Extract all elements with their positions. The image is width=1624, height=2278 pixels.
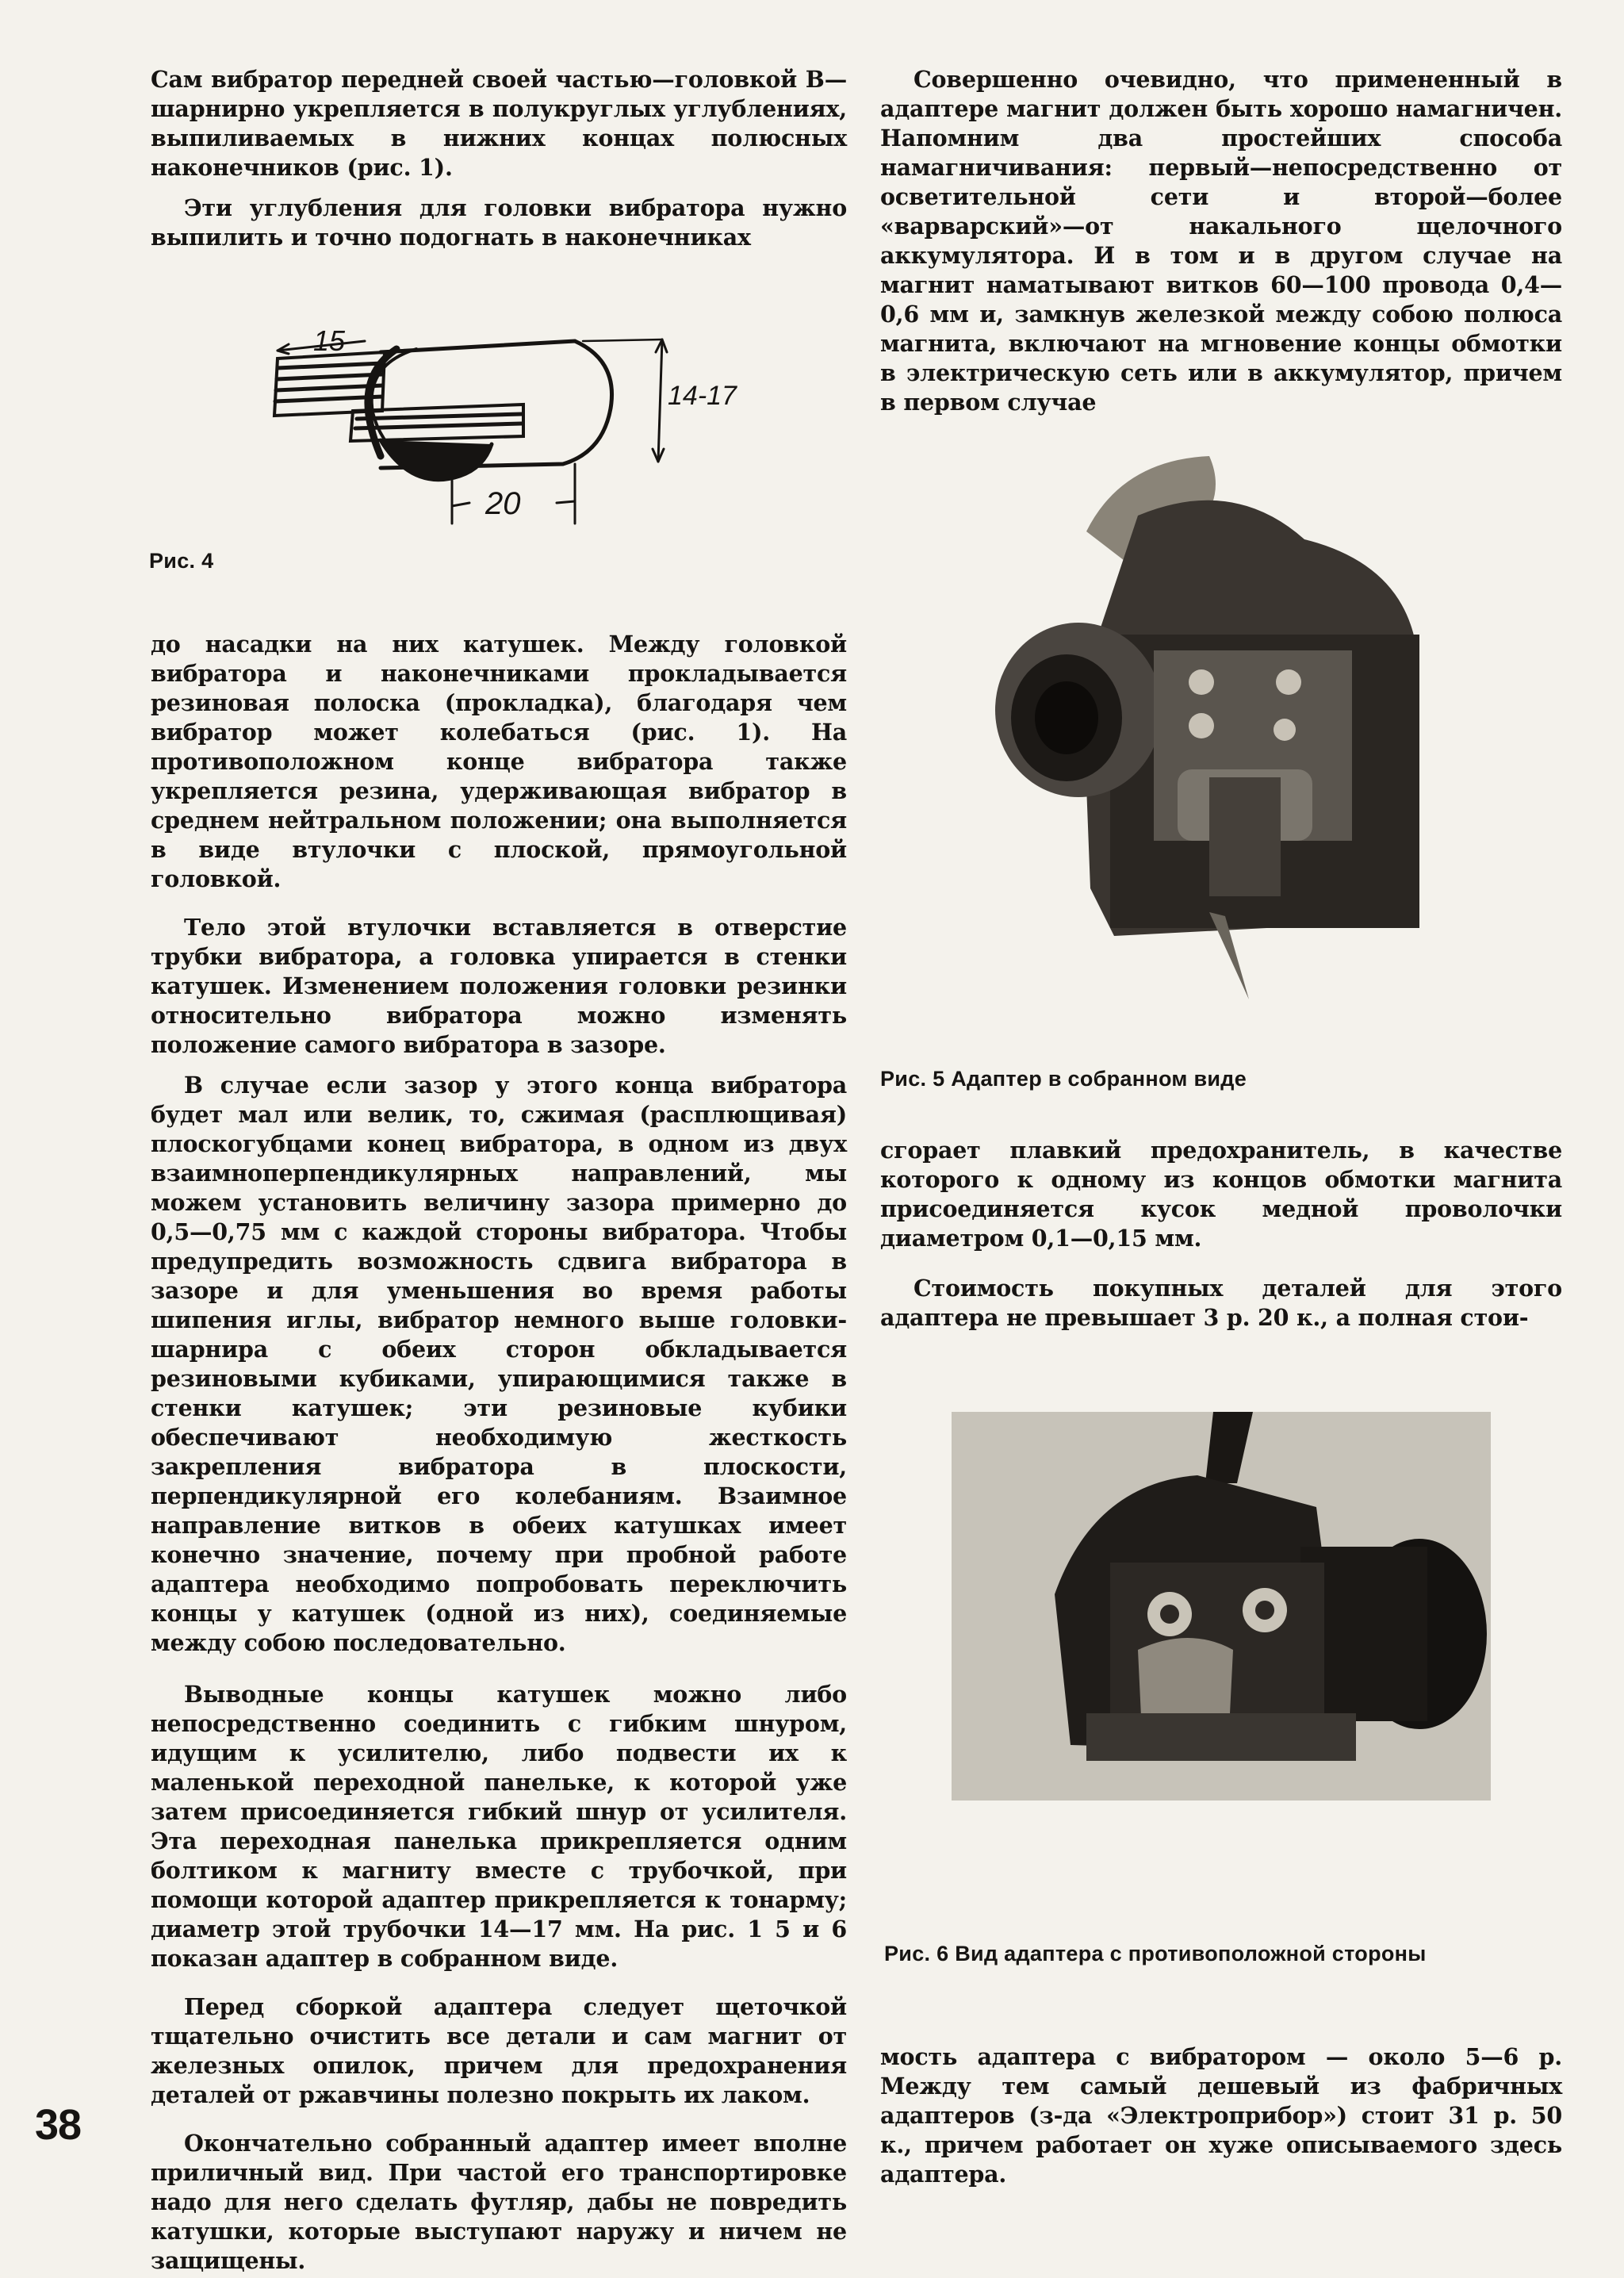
dimension-length: 15 [313, 324, 346, 357]
paragraph: Перед сборкой адаптера следует щеточкой тщательно очистить все детали и сам магнит от железных опилок, причем для предохранения деталей от ржавчины полезно покрыть их лаком. [151, 1993, 847, 2108]
figure-6-caption: Рис. 6 Вид адаптера с противоположной стороны [884, 1942, 1427, 1965]
figure-5-photo [971, 444, 1526, 1015]
page-number: 38 [35, 2101, 82, 2149]
paragraph: до насадки на них катушек. Между головкой вибратора и наконечниками прокладывается резиновая полоска (прокладка), благодаря чем вибратор может колебаться (рис. 1). На противоположном конце вибратора также укрепляется резина, удерживающая вибратор в среднем нейтральном положении; она выполняется в виде втулочки с плоской, прямоугольной головкой. [151, 631, 847, 892]
left-column-continued [151, 630, 847, 2276]
paragraph: Окончательно собранный адаптер имеет вполне приличный вид. При частой его транспортировке надо для него сделать футляр, дабы не повредить катушки, которые выступают наружу и ничем не защищены. [151, 2130, 847, 2274]
paragraph: Совершенно очевидно, что примененный в адаптере магнит должен быть хорошо намагничен. Напомним два простейших способа намагничивания: первый—непосредственно от осветительной сети и второй—более «варварский»—от накального щелочного аккумулятора. И в том и в другом случае на магнит наматывают витков 60—100 провода 0,4—0,6 мм и, замкнув железкой между собою полюса магнита, включают на мгновение концы обмотки в электрическую сеть или в аккумулятор, причем в первом случае [880, 66, 1562, 416]
dimension-height: 14-17 [668, 381, 737, 411]
figure-5-caption: Рис. 5 Адаптер в собранном виде [880, 1067, 1247, 1091]
paragraph: сгорает плавкий предохранитель, в качестве которого к одному из концов обмотки магнита присоединяется кусок медной проволочки диаметром 0,1—0,15 мм. [880, 1137, 1562, 1252]
figure-4-caption: Рис. 4 [149, 549, 214, 573]
figure-6-photo [952, 1412, 1491, 1801]
paragraph: мость адаптера с вибратором — около 5—6 р. Между тем самый дешевый из фабричных адаптеров (з-да «Электроприбор») стоит 31 р. 50 к., причем работает он хуже описываемого здесь адаптера. [880, 2043, 1562, 2188]
dimension-width: 20 [485, 486, 521, 521]
paragraph: Выводные концы катушек можно либо непосредственно соединить с гибким шнуром, идущим к усилителю, либо подвести их к маленькой переходной панельке, к которой уже затем присоединяется гибкий шнур от усилителя. Эта переходная панелька прикрепляется одним болтиком к магниту вместе с трубочкой, при помощи которой адаптер прикрепляется к тонарму; диаметр этой трубочки 14—17 мм. На рис. 1 5 и 6 показан адаптер в собранном виде. [151, 1681, 847, 1972]
paragraph: Тело этой втулочки вставляется в отверстие трубки вибратора, а головка упирается в стенки катушек. Изменением положения головки резинки относительно вибратора можно изменять положение самого вибратора в зазоре. [151, 914, 847, 1058]
paragraph: В случае если зазор у этого конца вибратора будет мал или велик, то, сжимая (расплющивая) плоскогубцами конец вибратора, в одном из двух взаимноперпендикулярных направлений, мы можем установить величину зазора примерно до 0,5—0,75 мм с каждой стороны вибратора. Чтобы предупредить возможность сдвига вибратора в зазоре и для уменьшения во время работы шипения иглы, вибратор немного выше головки-шарнира с обеих сторон обкладывается резиновыми кубиками, упирающимися также в стенки катушек; эти резиновые кубики обеспечивают необходимую жесткость закрепления вибратора в плоскости, перпендикулярной его колебаниям. Взаимное направление витков в обеих катушках имеет конечно значение, почему при пробной работе адаптера необходимо попробовать переключить концы у катушек (одной из них), соединяемые между собою последовательно. [151, 1072, 847, 1656]
right-column-end [880, 2042, 1562, 2189]
right-column-continued [880, 1136, 1562, 1333]
right-column [880, 65, 1562, 417]
paragraph: Стоимость покупных деталей для этого адаптера не превышает 3 р. 20 к., а полная стои- [880, 1275, 1562, 1331]
paragraph: Эти углубления для головки вибратора нужно выпилить и точно подогнать в наконечниках [151, 194, 847, 251]
paragraph: Сам вибратор передней своей частью—головкой В—шарнирно укрепляется в полукруглых углублениях, выпиливаемых в нижних концах полюсных наконечников (рис. 1). [151, 66, 847, 181]
figure-4-drawing [262, 317, 737, 531]
left-column [151, 65, 847, 252]
